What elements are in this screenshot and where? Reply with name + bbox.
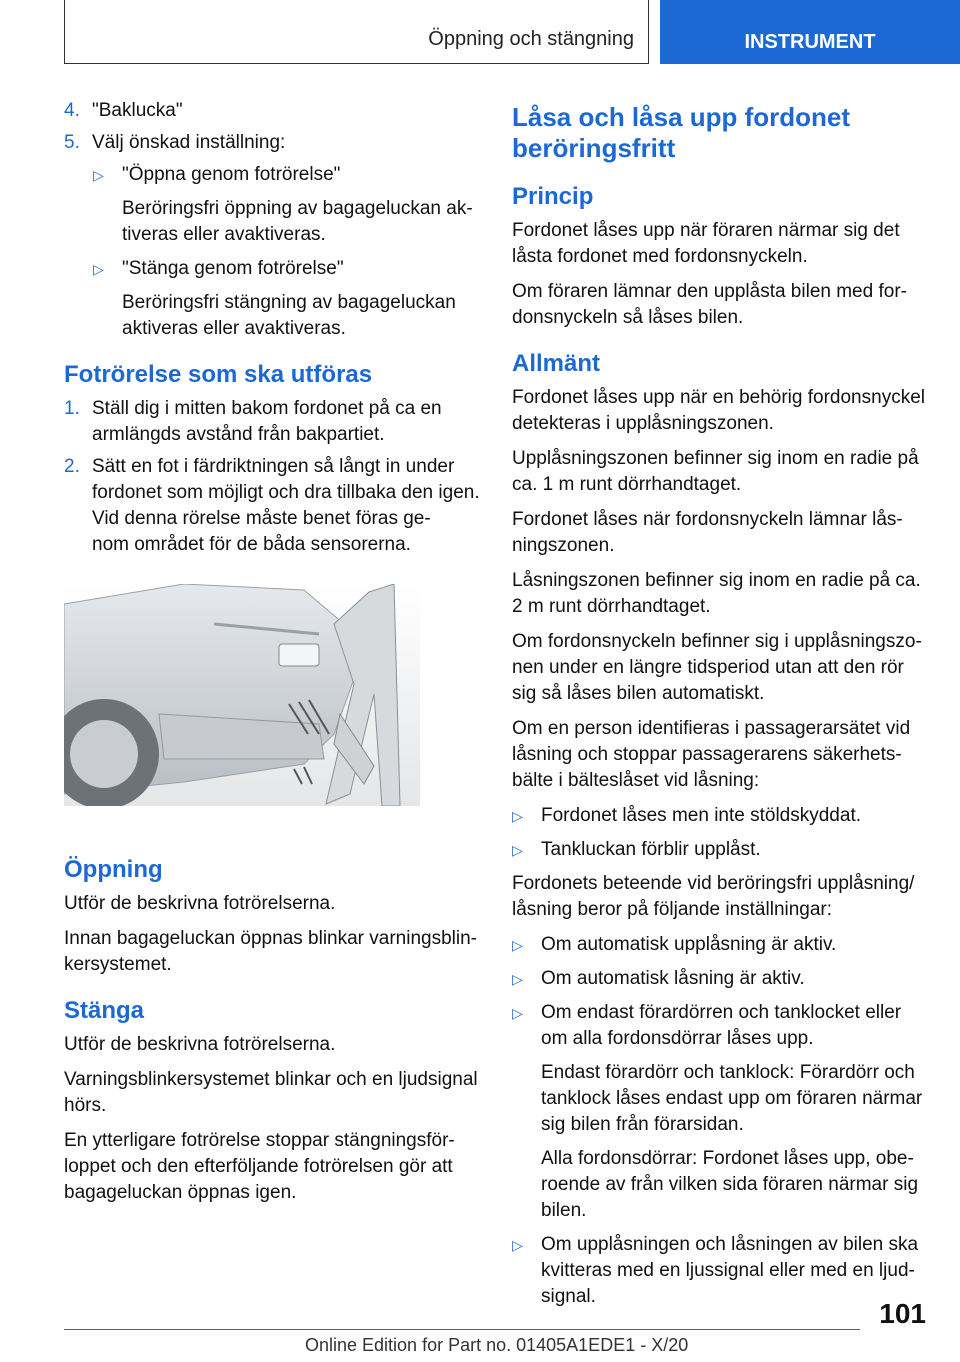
heading-foot-movement: Fotrörelse som ska utföras <box>64 361 373 388</box>
heading-keyless-locking: Låsa och låsa upp fordonet beröringsfritt <box>512 102 851 163</box>
paragraph: Upplåsningszonen befinner sig inom en radie på ca. 1 m runt dörrhandtaget. <box>512 448 919 495</box>
option-open <box>93 162 484 188</box>
paragraph: Utför de beskrivna fotrörelserna. <box>64 1034 336 1055</box>
foot-step-1 <box>64 396 484 448</box>
footer-edition: Online Edition for Part no. 01405A1EDE1 - X/20 <box>305 1335 689 1355</box>
list-item-text: Om upplåsningen och låsningen av bilen ska kvitteras med en ljussignal eller med en ljud- signal. <box>541 1234 919 1307</box>
list-item <box>512 1232 932 1310</box>
step-text: "Baklucka" <box>92 100 183 121</box>
step-text: Sätt en fot i färdriktningen så långt in under fordonet som möjligt och dra tillbaka den igen. Vid denna rörelse måste benet föras ge- nom området för de båda sensorerna. <box>92 456 480 555</box>
step-text: Ställ dig i mitten bakom fordonet på ca en armlängds avstånd från bakpartiet. <box>92 398 442 445</box>
option-desc: Beröringsfri stängning av bagageluckan aktiveras eller avaktiveras. <box>122 292 456 339</box>
step-4 <box>64 98 484 124</box>
page-number: 101 <box>879 1298 926 1329</box>
right-column <box>512 96 932 1318</box>
step-number: 5. <box>64 132 80 153</box>
list-item-text: Om automatisk låsning är aktiv. <box>541 968 805 989</box>
option-list <box>64 162 484 342</box>
step-text: Välj önskad inställning: <box>92 132 286 153</box>
triangle-bullet-icon: ▷ <box>93 261 104 277</box>
paragraph: Utför de beskrivna fotrörelserna. <box>64 893 336 914</box>
triangle-bullet-icon: ▷ <box>512 971 523 987</box>
step-number: 1. <box>64 398 80 419</box>
list-item <box>512 837 932 863</box>
footer-divider <box>64 1329 860 1330</box>
left-column <box>64 98 484 1215</box>
paragraph: En ytterligare fotrörelse stoppar stängningsför- loppet och den efterföljande fotrörelsen gör att bagageluckan öppnas igen. <box>64 1130 455 1203</box>
triangle-bullet-icon: ▷ <box>512 937 523 953</box>
paragraph: Fordonet låses när fordonsnyckeln lämnar lås- ningszonen. <box>512 509 903 556</box>
paragraph: Innan bagageluckan öppnas blinkar varningsblin- kersystemet. <box>64 928 478 975</box>
list-item <box>512 932 932 958</box>
paragraph: Om fordonsnyckeln befinner sig i upplåsningszo- nen under en längre tidsperiod utan att den rör sig så låses bilen automatiskt. <box>512 631 922 704</box>
paragraph: Fordonets beteende vid beröringsfri upplåsning/ låsning beror på följande inställningar: <box>512 873 915 920</box>
step-number: 2. <box>64 456 80 477</box>
list-item-text: Om endast förardörren och tanklocket eller om alla fordonsdörrar låses upp. <box>541 1002 902 1049</box>
heading-general: Allmänt <box>512 350 601 377</box>
option-close <box>93 256 484 282</box>
heading-opening: Öppning <box>64 856 163 883</box>
paragraph: Fordonet låses upp när en behörig fordonsnyckel detekteras i upplåsningszonen. <box>512 387 925 434</box>
paragraph: Om föraren lämnar den upplåsta bilen med for- donsnyckeln så låses bilen. <box>512 281 907 328</box>
step-number: 4. <box>64 100 80 121</box>
list-item-text: Tankluckan förblir upplåst. <box>541 839 761 860</box>
paragraph: Låsningszonen befinner sig inom en radie på ca. 2 m runt dörrhandtaget. <box>512 570 921 617</box>
triangle-bullet-icon: ▷ <box>512 1005 523 1021</box>
step-5 <box>64 130 484 156</box>
list-item <box>512 803 932 829</box>
sub-paragraph: Endast förardörr och tanklock: Förardörr och tanklock låses endast upp om föraren närmar sig bilen från förarsidan. <box>541 1062 923 1135</box>
list-item <box>512 966 932 992</box>
triangle-bullet-icon: ▷ <box>93 167 104 183</box>
triangle-bullet-icon: ▷ <box>512 842 523 858</box>
paragraph: Varningsblinkersystemet blinkar och en ljudsignal hörs. <box>64 1069 478 1116</box>
header-section-box <box>64 0 649 64</box>
triangle-bullet-icon: ▷ <box>512 1237 523 1253</box>
heading-closing: Stänga <box>64 997 145 1024</box>
header-section-title: Öppning och stängning <box>428 28 634 50</box>
list-item <box>512 1000 932 1052</box>
foot-step-2 <box>64 454 484 558</box>
list-item-text: Fordonet låses men inte stöldskyddat. <box>541 805 862 826</box>
sub-paragraph: Alla fordonsdörrar: Fordonet låses upp, obe- roende av från vilken sida föraren närmar sig bilen. <box>541 1148 919 1221</box>
list-item-text: Om automatisk upplåsning är aktiv. <box>541 934 837 955</box>
foot-gesture-illustration <box>64 584 420 806</box>
option-label: "Stänga genom fotrörelse" <box>122 258 344 279</box>
header-chapter-tab[interactable]: INSTRUMENT <box>660 0 960 64</box>
paragraph: Om en person identifieras i passagerarsätet vid låsning och stoppar passagerarens säkerhets- bälte i bälteslåset vid låsning: <box>512 718 911 791</box>
paragraph: Fordonet låses upp när föraren närmar sig det låsta fordonet med fordonsnyckeln. <box>512 220 900 267</box>
option-desc: Beröringsfri öppning av bagageluckan ak- tiveras eller avaktiveras. <box>122 198 473 245</box>
option-label: "Öppna genom fotrörelse" <box>122 164 341 185</box>
heading-principle: Princip <box>512 183 594 210</box>
triangle-bullet-icon: ▷ <box>512 808 523 824</box>
